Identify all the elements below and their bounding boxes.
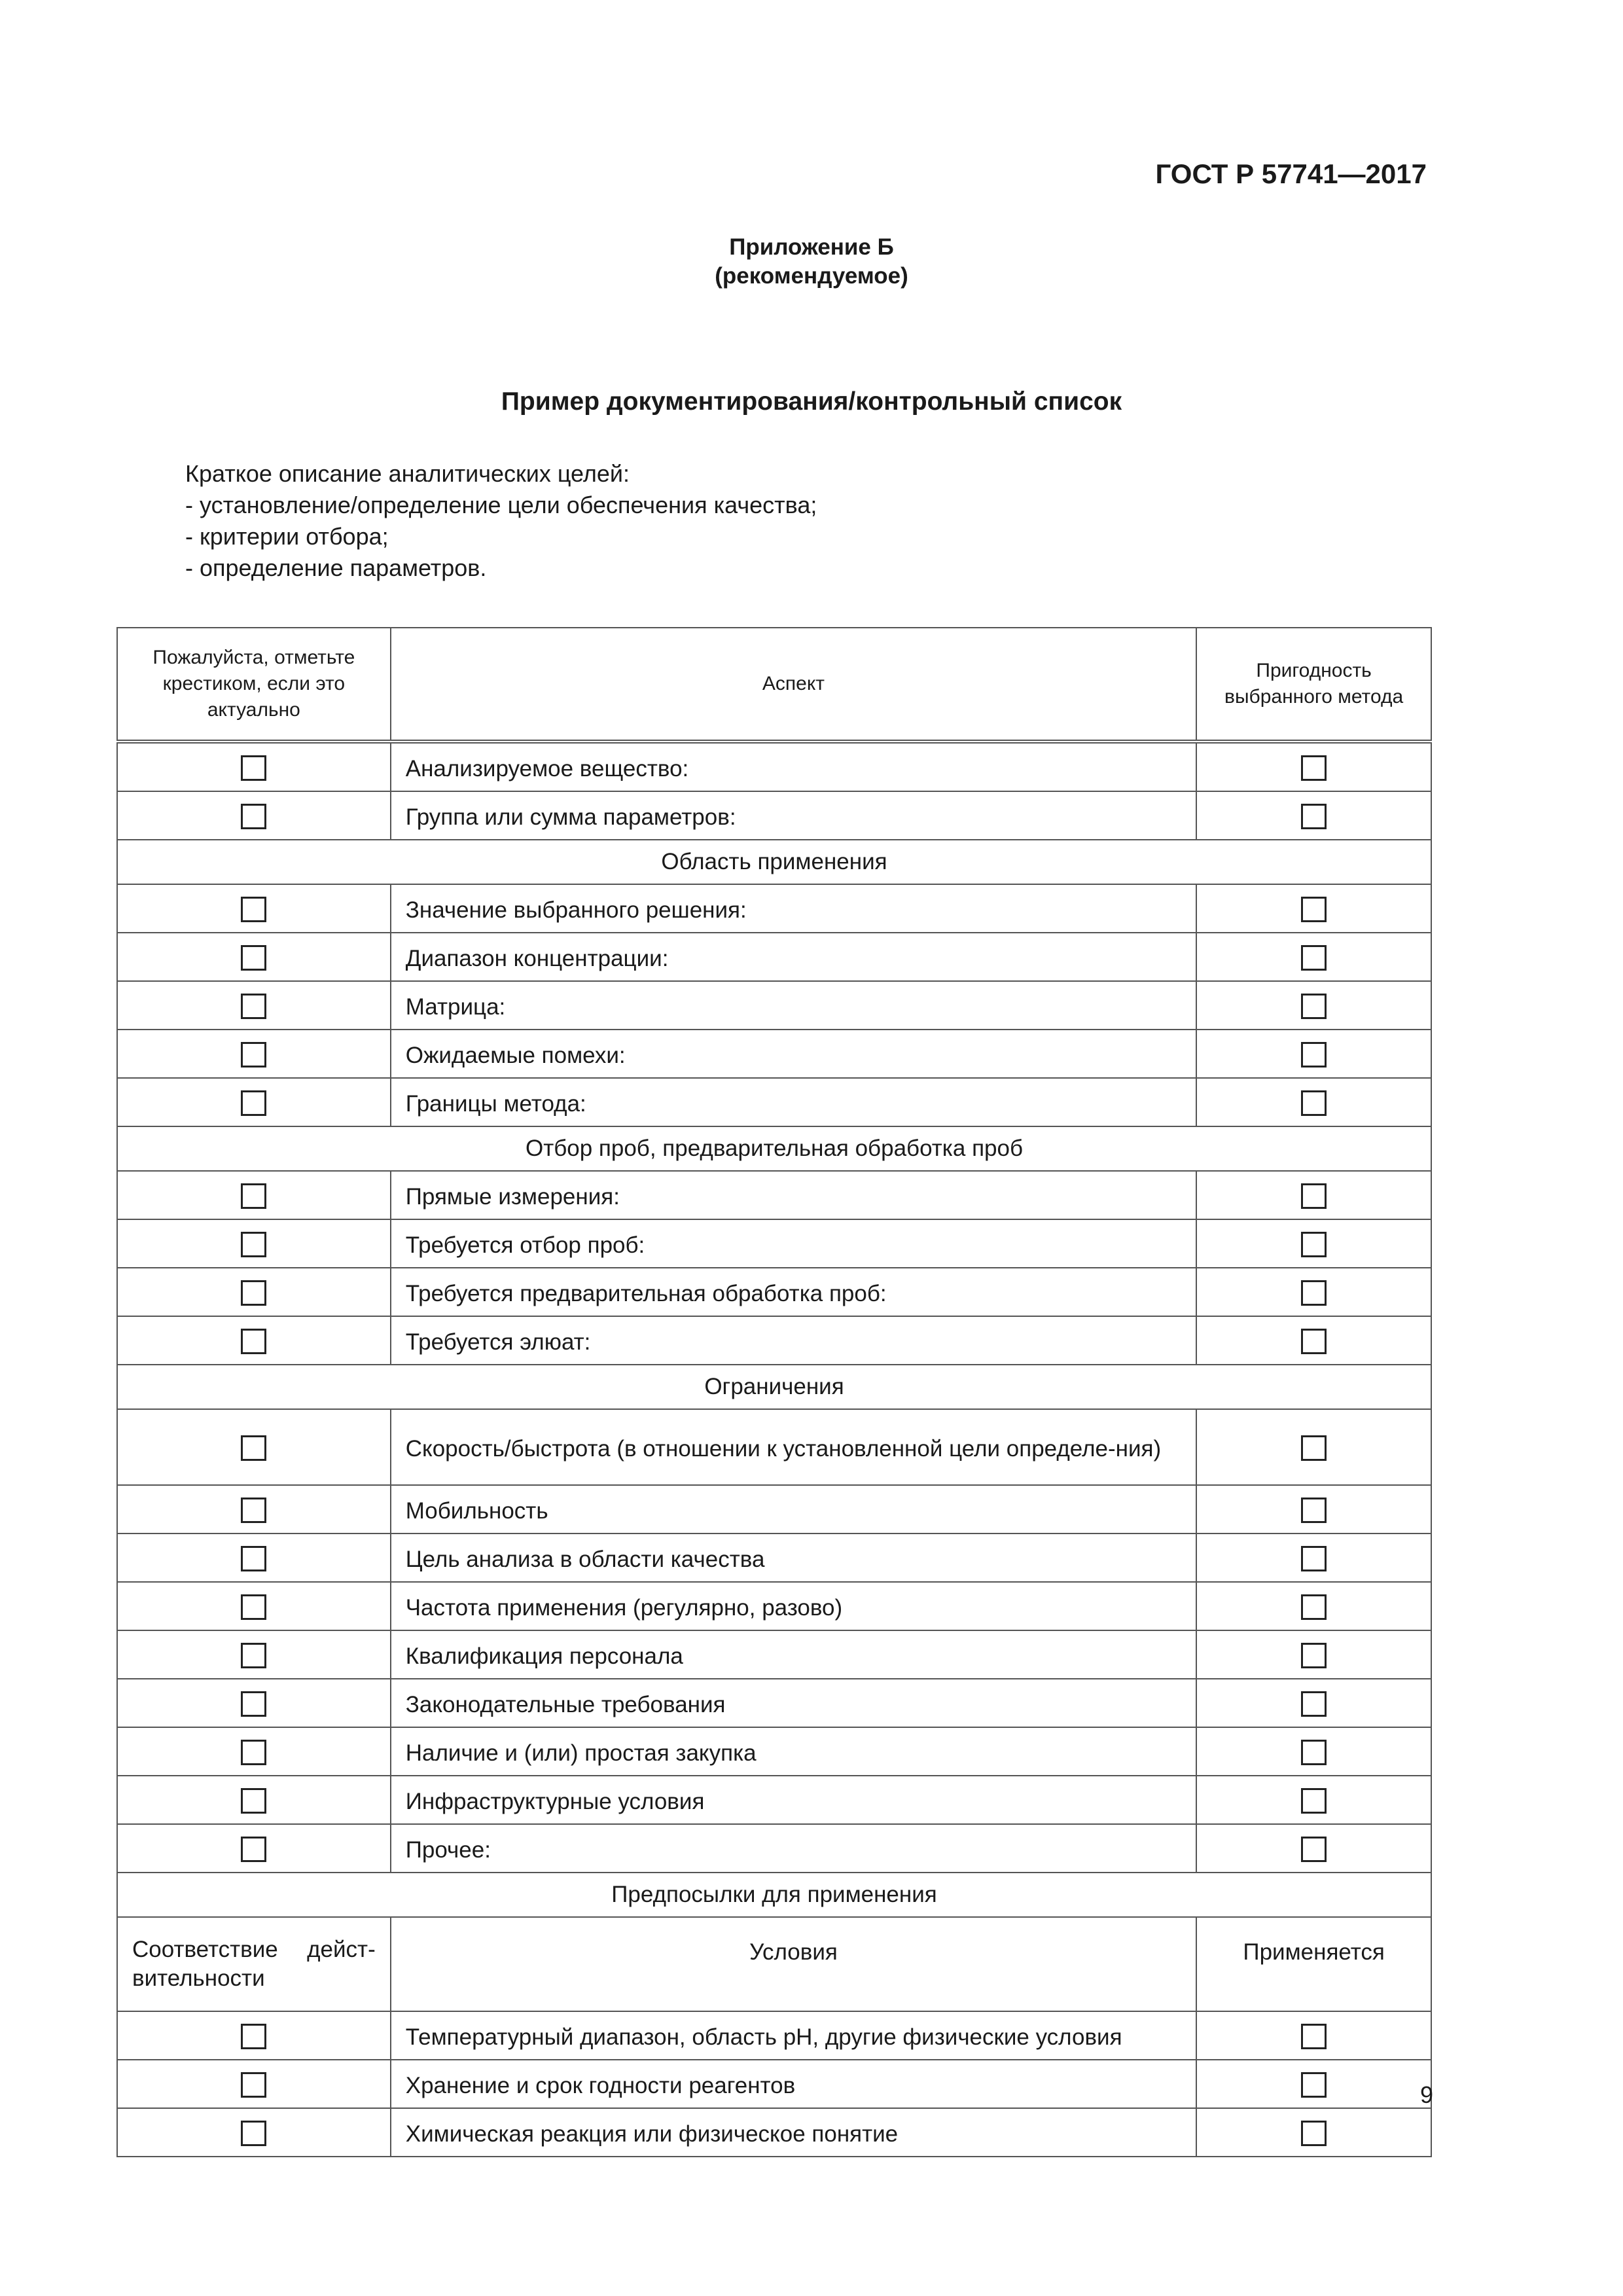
table-row	[117, 1485, 1431, 1534]
table-row	[117, 1316, 1431, 1365]
suitability-checkbox[interactable]	[1301, 994, 1327, 1019]
suitability-checkbox[interactable]	[1301, 1498, 1327, 1523]
suitability-checkbox[interactable]	[1301, 1183, 1327, 1209]
mark-checkbox[interactable]	[241, 1594, 266, 1620]
condition-text: Химическая реакция или физическое понятие	[391, 2108, 1196, 2157]
aspect-text: Прямые измерения:	[391, 1171, 1196, 1219]
aspect-text: Квалификация персонала	[391, 1630, 1196, 1679]
mark-checkbox[interactable]	[241, 1183, 266, 1209]
suitability-checkbox[interactable]	[1301, 1329, 1327, 1354]
aspect-text: Мобильность	[391, 1485, 1196, 1534]
header-applies: Применяется	[1196, 1917, 1431, 2011]
mark-checkbox[interactable]	[241, 1691, 266, 1717]
table-header-row	[117, 628, 1431, 742]
mark-checkbox[interactable]	[241, 994, 266, 1019]
suitability-checkbox[interactable]	[1301, 897, 1327, 922]
aspect-text: Прочее:	[391, 1824, 1196, 1873]
mark-checkbox[interactable]	[241, 1788, 266, 1814]
suitability-checkbox[interactable]	[1301, 1435, 1327, 1461]
table-row	[117, 1409, 1431, 1485]
suitability-checkbox[interactable]	[1301, 1643, 1327, 1668]
aspect-text: Требуется отбор проб:	[391, 1219, 1196, 1268]
section-row	[117, 1365, 1431, 1409]
suitability-checkbox[interactable]	[1301, 1740, 1327, 1765]
mark-checkbox[interactable]	[241, 1280, 266, 1306]
mark-checkbox[interactable]	[241, 1498, 266, 1523]
prereq-header-row	[117, 1917, 1431, 2011]
aspect-text: Диапазон концентрации:	[391, 933, 1196, 981]
suitability-checkbox[interactable]	[1301, 1546, 1327, 1571]
section-row	[117, 840, 1431, 884]
validity-checkbox[interactable]	[241, 2072, 266, 2098]
suitability-checkbox[interactable]	[1301, 1280, 1327, 1306]
mark-checkbox[interactable]	[241, 1837, 266, 1862]
aspect-text: Цель анализа в области качества	[391, 1534, 1196, 1582]
mark-checkbox[interactable]	[241, 1643, 266, 1668]
aspect-text: Анализируемое вещество:	[391, 742, 1196, 791]
table-row	[117, 1219, 1431, 1268]
suitability-checkbox[interactable]	[1301, 1090, 1327, 1116]
section-row	[117, 1873, 1431, 1917]
mark-checkbox[interactable]	[241, 1435, 266, 1461]
table-row	[117, 1582, 1431, 1630]
applies-checkbox[interactable]	[1301, 2072, 1327, 2098]
mark-checkbox[interactable]	[241, 1090, 266, 1116]
table-row	[117, 1268, 1431, 1316]
validity-checkbox[interactable]	[241, 2024, 266, 2049]
checklist-table	[116, 627, 1432, 2157]
table-row	[117, 1534, 1431, 1582]
mark-checkbox[interactable]	[241, 1232, 266, 1257]
intro-lead: Краткое описание аналитических целей:	[185, 460, 630, 487]
mark-checkbox[interactable]	[241, 804, 266, 829]
mark-checkbox[interactable]	[241, 1329, 266, 1354]
table-row	[117, 2011, 1431, 2060]
condition-text: Хранение и срок годности реагентов	[391, 2060, 1196, 2108]
table-row	[117, 981, 1431, 1030]
table-row	[117, 2108, 1431, 2157]
aspect-text: Наличие и (или) простая закупка	[391, 1727, 1196, 1776]
header-conditions: Условия	[391, 1917, 1196, 2011]
section-limits: Ограничения	[117, 1365, 1431, 1409]
section-scope: Область применения	[117, 840, 1431, 884]
mark-checkbox[interactable]	[241, 755, 266, 781]
table-row	[117, 2060, 1431, 2108]
section-prerequisites: Предпосылки для применения	[117, 1873, 1431, 1917]
appendix-type: (рекомендуемое)	[715, 263, 908, 289]
standard-code: ГОСТ Р 57741—2017	[1155, 158, 1427, 189]
applies-checkbox[interactable]	[1301, 2024, 1327, 2049]
table-row	[117, 1824, 1431, 1873]
intro-item: - установление/определение цели обеспечения качества;	[185, 492, 817, 518]
intro-block	[185, 458, 817, 584]
table-row	[117, 1030, 1431, 1078]
suitability-checkbox[interactable]	[1301, 1594, 1327, 1620]
intro-item: - критерии отбора;	[185, 523, 389, 550]
header-aspect: Аспект	[391, 628, 1196, 742]
page-number: 9	[1419, 2081, 1433, 2108]
aspect-text: Требуется элюат:	[391, 1316, 1196, 1365]
table-row	[117, 1776, 1431, 1824]
aspect-text: Ожидаемые помехи:	[391, 1030, 1196, 1078]
table-row	[117, 1679, 1431, 1727]
suitability-checkbox[interactable]	[1301, 945, 1327, 971]
section-sampling: Отбор проб, предварительная обработка проб	[117, 1126, 1431, 1171]
aspect-text: Границы метода:	[391, 1078, 1196, 1126]
condition-text: Температурный диапазон, область pH, другие физические условия	[391, 2011, 1196, 2060]
header-suitability: Пригодность выбранного метода	[1196, 628, 1431, 742]
table-row	[117, 933, 1431, 981]
mark-checkbox[interactable]	[241, 945, 266, 971]
aspect-text: Инфраструктурные условия	[391, 1776, 1196, 1824]
aspect-text: Законодательные требования	[391, 1679, 1196, 1727]
table-row	[117, 884, 1431, 933]
appendix-title: Приложение Б	[729, 234, 894, 260]
suitability-checkbox[interactable]	[1301, 1788, 1327, 1814]
validity-checkbox[interactable]	[241, 2121, 266, 2146]
suitability-checkbox[interactable]	[1301, 1691, 1327, 1717]
mark-checkbox[interactable]	[241, 897, 266, 922]
aspect-text: Требуется предварительная обработка проб:	[391, 1268, 1196, 1316]
table-row	[117, 1171, 1431, 1219]
applies-checkbox[interactable]	[1301, 2121, 1327, 2146]
mark-checkbox[interactable]	[241, 1740, 266, 1765]
aspect-text: Значение выбранного решения:	[391, 884, 1196, 933]
table-row	[117, 742, 1431, 791]
table-row	[117, 1078, 1431, 1126]
aspect-text: Матрица:	[391, 981, 1196, 1030]
mark-checkbox[interactable]	[241, 1546, 266, 1571]
suitability-checkbox[interactable]	[1301, 804, 1327, 829]
table-row	[117, 791, 1431, 840]
aspect-text: Группа или сумма параметров:	[391, 791, 1196, 840]
section-row	[117, 1126, 1431, 1171]
suitability-checkbox[interactable]	[1301, 1042, 1327, 1067]
intro-item: - определение параметров.	[185, 554, 487, 581]
suitability-checkbox[interactable]	[1301, 1232, 1327, 1257]
suitability-checkbox[interactable]	[1301, 1837, 1327, 1862]
table-row	[117, 1630, 1431, 1679]
document-title: Пример документирования/контрольный список	[501, 387, 1122, 416]
suitability-checkbox[interactable]	[1301, 755, 1327, 781]
table-row	[117, 1727, 1431, 1776]
header-mark: Пожалуйста, отметьте крестиком, если это актуально	[117, 628, 391, 742]
header-validity: Соответствие дейст-вительности	[117, 1917, 391, 2011]
mark-checkbox[interactable]	[241, 1042, 266, 1067]
aspect-text: Скорость/быстрота (в отношении к установленной цели определе-ния)	[391, 1409, 1196, 1485]
aspect-text: Частота применения (регулярно, разово)	[391, 1582, 1196, 1630]
